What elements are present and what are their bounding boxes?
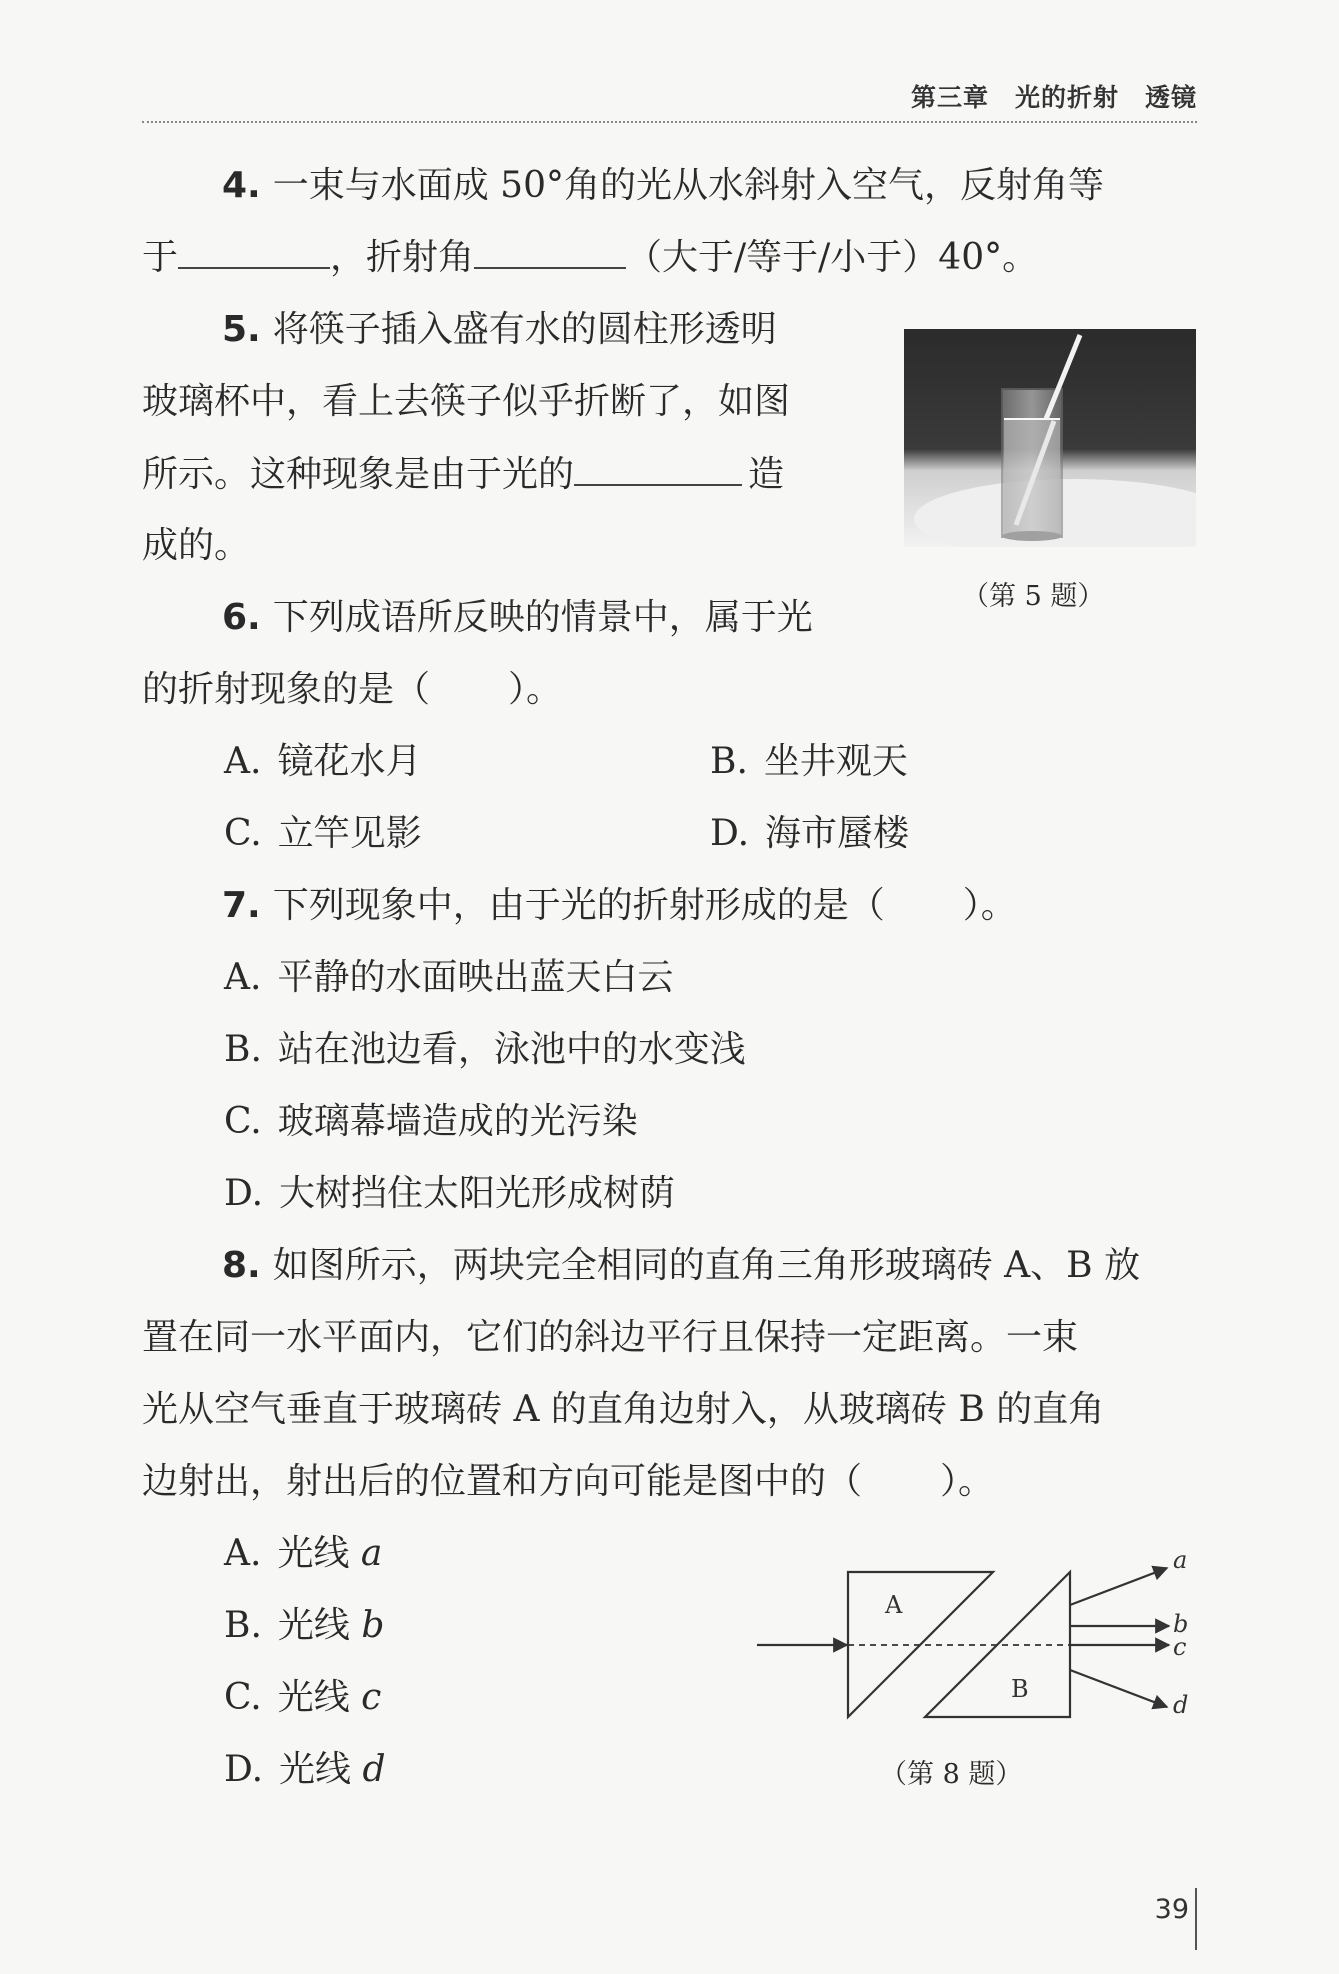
q8-option-b[interactable]	[224, 1606, 384, 1646]
ray-a-line	[1070, 1568, 1167, 1605]
q6-option-a[interactable]	[224, 742, 421, 782]
q7-option-c[interactable]	[224, 1102, 638, 1142]
option-letter: C.	[224, 1101, 262, 1142]
q5-number: 5.	[222, 309, 261, 350]
option-text: 光线	[277, 1533, 361, 1574]
option-text: 光线	[279, 1749, 363, 1790]
option-letter: B.	[224, 1605, 262, 1646]
q6-line1	[222, 598, 813, 638]
q6-line2	[142, 670, 562, 710]
q8-option-c[interactable]	[224, 1678, 381, 1718]
chapter-header: 第三章 光的折射 透镜	[910, 83, 1197, 112]
ray-b-label: b	[1173, 1610, 1189, 1638]
option-letter: D.	[224, 1173, 264, 1214]
q7-option-a[interactable]	[224, 958, 673, 998]
option-text: 玻璃幕墙造成的光污染	[277, 1101, 638, 1142]
q7-option-b[interactable]	[224, 1030, 746, 1070]
q6-text-1: 下列成语所反映的情景中，属于光	[272, 597, 813, 638]
option-letter: C.	[224, 1677, 262, 1718]
page-number: 39	[1154, 1894, 1189, 1925]
q8-option-a[interactable]	[224, 1534, 382, 1574]
page-number-bar	[1195, 1888, 1197, 1950]
option-text: 站在池边看，泳池中的水变浅	[277, 1029, 746, 1070]
ray-c-label: c	[1173, 1633, 1187, 1661]
q5-line2: 玻璃杯中，看上去筷子似乎折断了，如图	[142, 381, 791, 422]
q8-text-4b: ）。	[940, 1461, 995, 1502]
q4-blank-reflection[interactable]	[178, 237, 330, 269]
q4-text-2c: （大于/等于/小于）40°。	[626, 237, 1039, 278]
option-ray-label: b	[361, 1605, 385, 1646]
q6-option-c[interactable]	[224, 814, 422, 854]
q4-text-2a: 于	[142, 237, 179, 278]
prism-b-label: B	[1011, 1675, 1029, 1703]
option-letter: A.	[224, 1533, 262, 1574]
q8-caption: （第 8 题）	[880, 1759, 1023, 1790]
option-text: 坐井观天	[763, 741, 908, 782]
q5-photo-chopstick-in-glass	[904, 329, 1196, 547]
q4-line1	[222, 166, 1104, 206]
option-ray-label: c	[361, 1677, 382, 1718]
q7-option-d[interactable]	[224, 1174, 675, 1214]
q8-number: 8.	[222, 1245, 261, 1286]
q8-line4	[142, 1462, 994, 1502]
q7-stem	[222, 886, 1017, 926]
option-ray-label: a	[360, 1533, 383, 1574]
option-text: 大树挡住太阳光形成树荫	[279, 1173, 676, 1214]
option-letter: C.	[224, 813, 262, 854]
q7-number: 7.	[222, 885, 261, 926]
option-text: 平静的水面映出蓝天白云	[277, 957, 674, 998]
option-letter: B.	[224, 1029, 262, 1070]
option-text: 立竿见影	[277, 813, 422, 854]
q4-text-1: 一束与水面成 50°角的光从水斜射入空气，反射角等	[272, 165, 1104, 206]
q5-blank-answer[interactable]	[574, 454, 742, 486]
option-text: 光线	[277, 1605, 362, 1646]
q6-text-2a: 的折射现象的是（	[142, 669, 431, 710]
option-letter: D.	[224, 1749, 264, 1790]
q5-text-1: 将筷子插入盛有水的圆柱形透明	[272, 309, 777, 350]
q4-text-2b: ，折射角	[330, 237, 475, 278]
q7-text-a: 下列现象中，由于光的折射形成的是（	[272, 885, 885, 926]
q5-caption: （第 5 题）	[962, 581, 1105, 612]
option-text: 海市蜃楼	[765, 813, 910, 854]
option-text: 镜花水月	[277, 741, 422, 782]
option-ray-label: d	[362, 1749, 386, 1790]
ray-d-line	[1070, 1670, 1167, 1707]
q5-text-3b: 造	[748, 454, 785, 495]
q5-text-3a: 所示。这种现象是由于光的	[142, 454, 575, 495]
q5-line4: 成的。	[142, 525, 251, 566]
q5-line3	[142, 454, 784, 495]
header-divider	[142, 121, 1197, 123]
q5-line1	[222, 310, 777, 350]
option-text: 光线	[277, 1677, 362, 1718]
q4-blank-refraction[interactable]	[474, 237, 626, 269]
q4-number: 4.	[222, 165, 261, 206]
q8-line2: 置在同一水平面内，它们的斜边平行且保持一定距离。一束	[142, 1317, 1079, 1358]
q7-text-b: ）。	[962, 885, 1017, 926]
ray-d-label: d	[1173, 1691, 1189, 1719]
q6-option-d[interactable]	[710, 814, 909, 854]
option-letter: D.	[710, 813, 750, 854]
q8-prism-diagram	[745, 1545, 1215, 1720]
q4-line2	[142, 237, 1038, 278]
q6-text-2b: ）。	[508, 669, 563, 710]
q8-text-1: 如图所示，两块完全相同的直角三角形玻璃砖 A、B 放	[272, 1245, 1141, 1286]
q8-text-4a: 边射出，射出后的位置和方向可能是图中的（	[142, 1461, 863, 1502]
q6-number: 6.	[222, 597, 261, 638]
option-letter: A.	[224, 741, 262, 782]
ray-a-label: a	[1173, 1546, 1188, 1574]
option-letter: A.	[224, 957, 262, 998]
q8-line1	[222, 1246, 1140, 1286]
option-letter: B.	[710, 741, 748, 782]
q8-option-d[interactable]	[224, 1750, 386, 1790]
prism-a-label: A	[885, 1591, 903, 1619]
q8-line3: 光从空气垂直于玻璃砖 A 的直角边射入，从玻璃砖 B 的直角	[142, 1389, 1105, 1430]
q6-option-b[interactable]	[710, 742, 908, 782]
